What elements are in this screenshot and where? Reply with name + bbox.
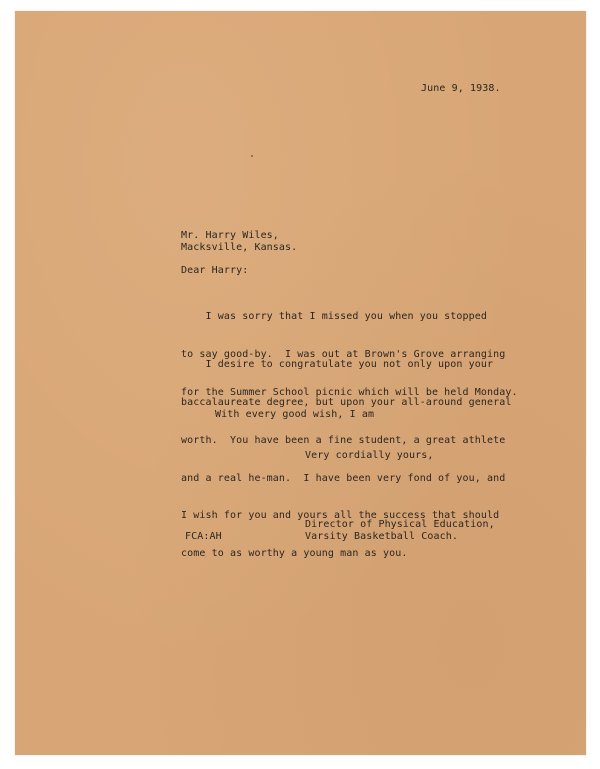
paper-speck	[251, 155, 253, 157]
recipient-name: Mr. Harry Wiles,	[181, 230, 279, 241]
closing-wish: With every good wish, I am	[215, 409, 375, 420]
paragraph-line: I wish for you and yours all the success that should	[181, 510, 500, 522]
complimentary-close: Very cordially yours,	[305, 450, 434, 461]
paragraph-line: worth. You have been a fine student, a great athlete	[181, 434, 506, 446]
paragraph-line: I desire to congratulate you not only upon your	[181, 359, 494, 371]
paragraph-line: baccalaureate degree, but upon your all-around general	[181, 396, 512, 408]
salutation: Dear Harry:	[181, 265, 249, 276]
reference-initials: FCA:AH	[185, 531, 222, 542]
paragraph-line: for the Summer School picnic which will be held Monday.	[181, 386, 518, 398]
signature-title-line-1: Director of Physical Education,	[305, 519, 495, 530]
paragraph-line: to say good-by. I was out at Brown's Grove arranging	[181, 348, 506, 360]
paragraph-line: and a real he-man. I have been very fond of you, and	[181, 472, 506, 484]
paragraph-line: come to as worthy a young man as you.	[181, 548, 408, 560]
signature-title-line-2: Varsity Basketball Coach.	[305, 531, 459, 542]
paragraph-line: I was sorry that I missed you when you stopped	[181, 311, 488, 323]
recipient-location: Macksville, Kansas.	[181, 242, 298, 253]
letter-page	[15, 11, 586, 755]
letter-date: June 9, 1938.	[421, 83, 501, 94]
